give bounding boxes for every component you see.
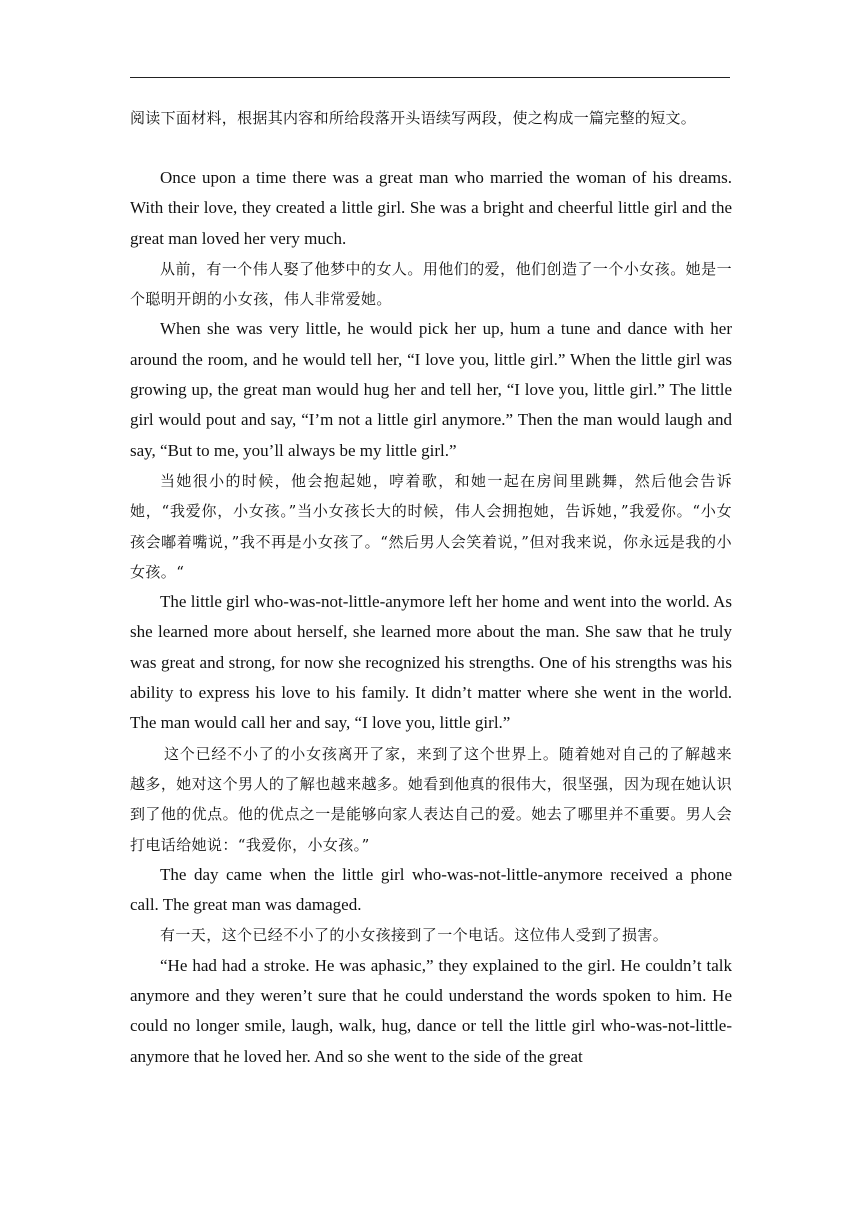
document-body: [130, 103, 732, 1072]
paragraph-en-1: Once upon a time there was a great man who married the woman of his dreams. With their love, they created a little girl. She was a bright and cheerful little girl and the great man loved her very much.: [130, 168, 732, 248]
paragraph-zh-3: 这个已经不小了的小女孩离开了家，来到了这个世界上。随着她对自己的了解越来越多，她对这个男人的了解也越来越多。她看到他真的很伟大，很坚强，因为现在她认识到了他的优点。他的优点之一是能够向家人表达自己的爱。她去了哪里并不重要。男人会打电话给她说：“我爱你，小女孩。”: [130, 744, 732, 854]
instruction-text: 阅读下面材料，根据其内容和所给段落开头语续写两段，使之构成一篇完整的短文。: [130, 109, 697, 127]
header-rule: [130, 77, 730, 78]
paragraph-zh-1: 从前，有一个伟人娶了他梦中的女人。用他们的爱，他们创造了一个小女孩。她是一个聪明开朗的小女孩，伟人非常爱她。: [130, 259, 732, 309]
paragraph-en-5: “He had had a stroke. He was aphasic,” they explained to the girl. He couldn’t talk anymore and they weren’t sure that he could understand the words spoken to him. He could no longer smile, laugh, walk, hug, dance or tell the little girl who-was-not-little-anymore that he loved her. And so she went to the side of the great: [130, 955, 732, 1066]
paragraph-zh-4: 有一天，这个已经不小了的小女孩接到了一个电话。这位伟人受到了损害。: [160, 926, 669, 945]
paragraph-en-3: The little girl who-was-not-little-anymore left her home and went into the world. As she learned more about herself, she learned more about the man. She saw that he truly was great and strong, for now she recognized his strengths. One of his strengths was his ability to express his love to his family. It didn’t matter where she went in the world. The man would call her and say, “I love you, little girl.”: [130, 592, 732, 733]
paragraph-zh-2: 当她很小的时候，他会抱起她，哼着歌，和她一起在房间里跳舞，然后他会告诉她，“我爱你，小女孩。”当小女孩长大的时候，伟人会拥抱她，告诉她，”我爱你。“小女孩会嘟着嘴说，”我不再是小女孩了。“然后男人会笑着说，”但对我来说，你永远是我的小女孩。“: [130, 471, 732, 581]
paragraph-en-2: When she was very little, he would pick her up, hum a tune and dance with her around the room, and he would tell her, “I love you, little girl.” When the little girl was growing up, the great man would hug her and tell her, “I love you, little girl.” The little girl would pout and say, “I’m not a little girl anymore.” Then the man would laugh and say, “But to me, you’ll always be my little girl.”: [130, 319, 732, 460]
paragraph-en-4: The day came when the little girl who-was-not-little-anymore received a phone call. The great man was damaged.: [130, 864, 732, 915]
